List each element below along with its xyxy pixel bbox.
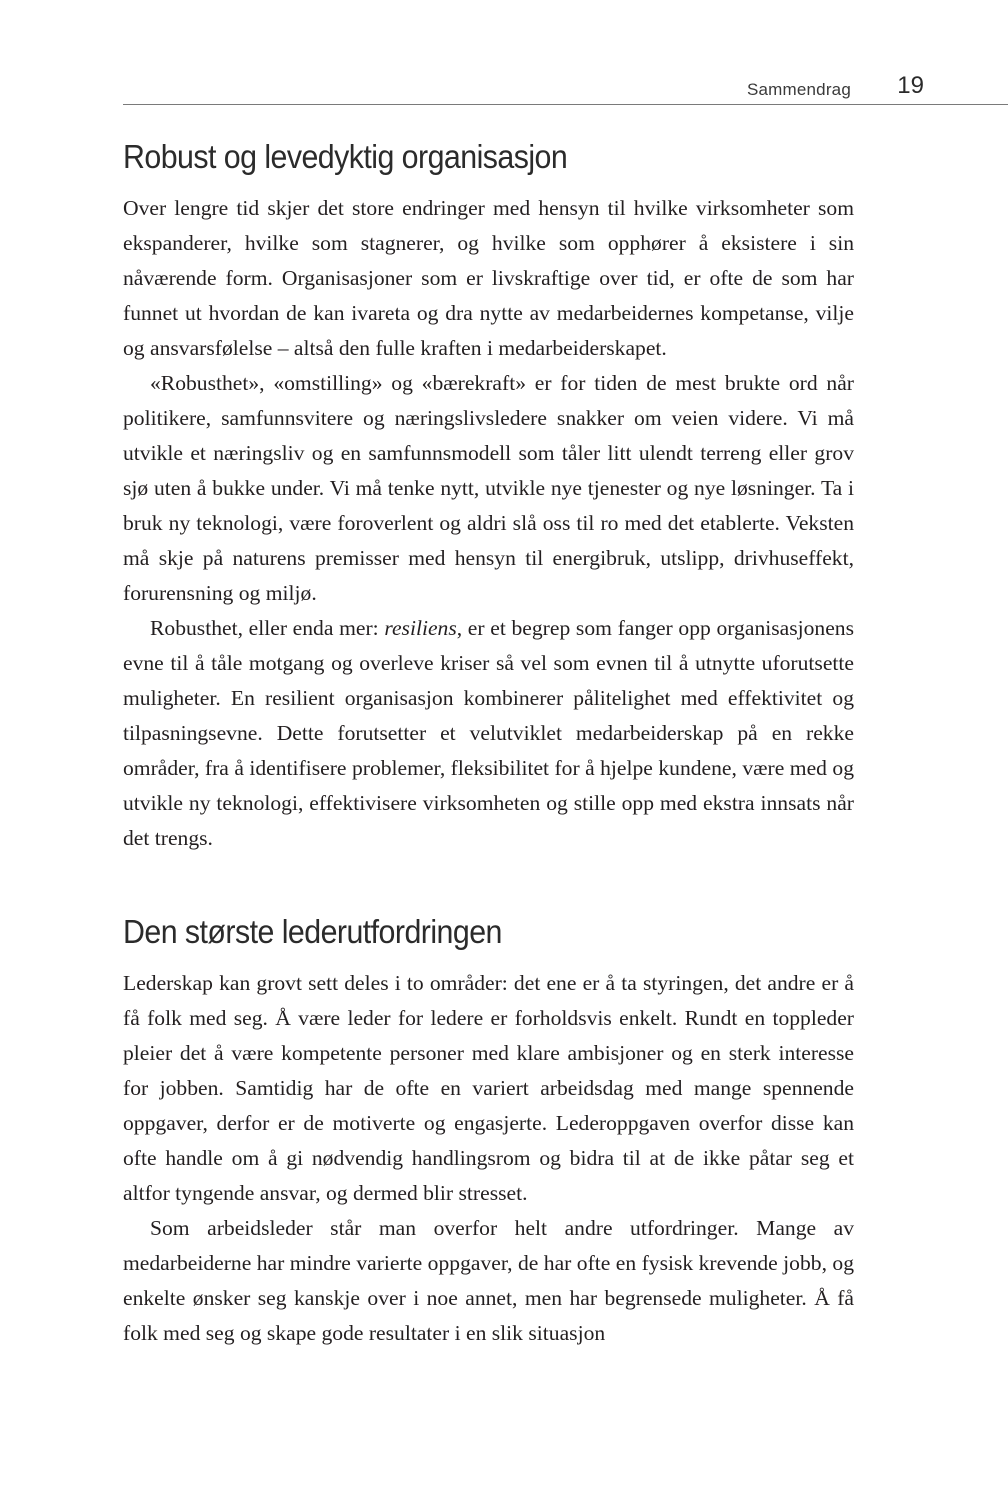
running-header-section-title: Sammendrag <box>746 80 851 99</box>
paragraph: Over lengre tid skjer det store endringer med hensyn til hvilke virksomheter som ekspanderer, hvilke som stagnerer, og hvilke som opphører å eksistere i sin nåværende form. Organisasjoner som er livskraftige over tid, er ofte de som har funnet ut hvordan de kan ivareta og dra nytte av medarbeidernes kompetanse, vilje og ansvarsfølelse – altså den fulle kraften i medarbeiderskapet. <box>123 196 854 360</box>
running-header <box>123 70 1008 105</box>
page-body <box>123 135 854 1351</box>
paragraph-text: , er et begrep som fanger opp organisasjonens evne til å tåle motgang og overleve kriser så vel som evnen til å utnytte uforutsette muligheter. En resilient organisasjon kombinerer pålitelighet med effektivitet og tilpasningsevne. Dette forutsetter et velutviklet medarbeiderskap på en rekke områder, fra å identifisere problemer, fleksibilitet for å hjelpe kundene, være med og utvikle ny teknologi, effektivisere virksomheten og stille opp med ekstra innsats når det trengs. <box>123 616 855 850</box>
paragraph: Lederskap kan grovt sett deles i to områder: det ene er å ta styringen, det andre er å få folk med seg. Å være leder for ledere er forholdsvis enkelt. Rundt en toppleder pleier det å være kompetente personer med klare ambisjoner og en sterk interesse for jobben. Samtidig har de ofte en variert arbeidsdag med mange spennende oppgaver, derfor er de motiverte og engasjerte. Lederoppgaven overfor disse kan ofte handle om å gi nødvendig handlingsrom og bidra til at de ikke påtar seg et altfor tyngende ansvar, og dermed blir stresset. <box>123 971 854 1205</box>
section-heading: Den største lederutfordringen <box>123 913 502 950</box>
page-number: 19 <box>897 72 924 99</box>
emphasized-term: resiliens <box>384 616 457 640</box>
paragraph: «Robusthet», «omstilling» og «bærekraft» er for tiden de mest brukte ord når politikere, samfunnsvitere og næringslivsledere snakker om veien videre. Vi må utvikle et næringsliv og en samfunnsmodell som tåler litt ulendt terreng eller grov sjø uten å bukke under. Vi må tenke nytt, utvikle nye tjenester og nye løsninger. Ta i bruk ny teknologi, være foroverlent og aldri slå oss til ro med det etablerte. Veksten må skje på naturens premisser med hensyn til energibruk, utslipp, drivhuseffekt, forurensning og miljø. <box>123 371 854 605</box>
paragraph-text: Robusthet, eller enda mer: <box>150 616 385 640</box>
section-robust-organisation <box>123 135 854 856</box>
section-leadership-challenge <box>123 910 854 1351</box>
paragraph <box>123 611 854 856</box>
section-heading: Robust og levedyktig organisasjon <box>123 138 568 175</box>
paragraph: Som arbeidsleder står man overfor helt andre utfordringer. Mange av medarbeiderne har mindre varierte oppgaver, de har ofte en fysisk krevende jobb, og enkelte ønsker seg kanskje over i noe annet, men har begrensede muligheter. Å få folk med seg og skape gode resultater i en slik situasjon <box>123 1216 854 1345</box>
